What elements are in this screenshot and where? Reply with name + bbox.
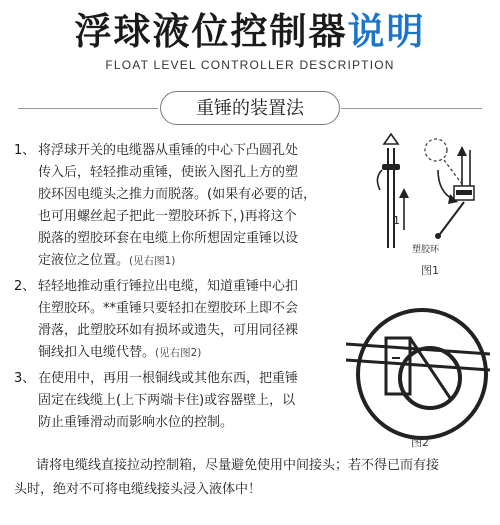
- figure-2-diagram: [340, 298, 490, 450]
- section-divider-right: [341, 108, 482, 109]
- step-line: 定液位之位置。: [38, 253, 130, 268]
- figure-1-caption: 图1: [421, 264, 439, 277]
- arrow-number-label: 1: [393, 214, 400, 227]
- curve-arrow-icon: [377, 170, 382, 190]
- step-line: 轻轻地推动重行锤拉出电缆，知道重锤中心扣: [38, 279, 299, 294]
- step-line: 脱落的塑胶环套在电缆上你所想固定重锤以设: [38, 231, 299, 246]
- figure-1-diagram: [372, 130, 492, 280]
- step-1: [14, 140, 374, 275]
- swing-arrow-icon: [438, 170, 454, 200]
- footer-line: 头时，绝对不可将电缆线接头浸入液体中！: [14, 482, 262, 497]
- step-line: 传入后，轻轻推动重锤，使嵌入图孔上方的塑: [38, 165, 299, 180]
- section-divider-left: [18, 108, 158, 109]
- step-line: 胶环因电缆头之推力而脱落。(如果有必要的话，: [38, 187, 317, 202]
- cable-line: [440, 202, 464, 234]
- footer-warning: [14, 454, 488, 502]
- step-number: 2、: [14, 279, 36, 294]
- footer-line: 请将电缆线直接拉动控制箱，尽量避免使用中间接头；若不得已而有接: [36, 458, 440, 473]
- step-3: [14, 368, 374, 438]
- figure-reference: (见右图1): [129, 255, 176, 267]
- step-line-last: [38, 342, 298, 364]
- title-main: 浮球液位控制器: [74, 10, 348, 53]
- plastic-ring-icon: [382, 164, 400, 170]
- step-line: 防止重锤滑动而影响水位的控制。: [38, 415, 234, 430]
- page-title: [0, 8, 500, 56]
- figure-reference: (见右图2): [155, 347, 202, 359]
- step-line: 住塑胶环。**重锤只要轻扣在塑胶环上即不会: [38, 301, 299, 316]
- figure-2-caption: 图2: [411, 436, 429, 449]
- arrowhead: [399, 188, 409, 198]
- step-2: [14, 276, 374, 366]
- cable-head: [384, 134, 398, 144]
- title-accent: 说明: [347, 10, 426, 53]
- page-subtitle: FLOAT LEVEL CONTROLLER DESCRIPTION: [105, 58, 395, 72]
- float-ball-outline: [425, 139, 447, 161]
- step-number: 3、: [14, 371, 36, 386]
- step-body: [38, 276, 298, 364]
- step-line: 也可用螺丝起子把此一塑胶环拆下，)再将这个: [38, 209, 297, 224]
- step-line: 铜线扣入电缆代替。: [38, 345, 156, 360]
- step-number: 1、: [14, 143, 36, 158]
- step-body: [38, 368, 298, 434]
- step-line: 在使用中，再用一根铜线或其他东西，把重锤: [38, 371, 299, 386]
- step-line: 将浮球开关的电缆器从重锤的中心下凸圆孔处: [38, 143, 299, 158]
- section-title: 重锤的装置法: [160, 91, 340, 125]
- step-line: 滑落，此塑胶环如有损坏或遗失，可用同径裸: [38, 323, 299, 338]
- step-line: 固定在线缆上(上下两端卡住)或容器壁上，以: [38, 393, 296, 408]
- step-line-last: [38, 250, 316, 272]
- ring-label: 塑胶环: [412, 245, 440, 255]
- step-body: [38, 140, 316, 272]
